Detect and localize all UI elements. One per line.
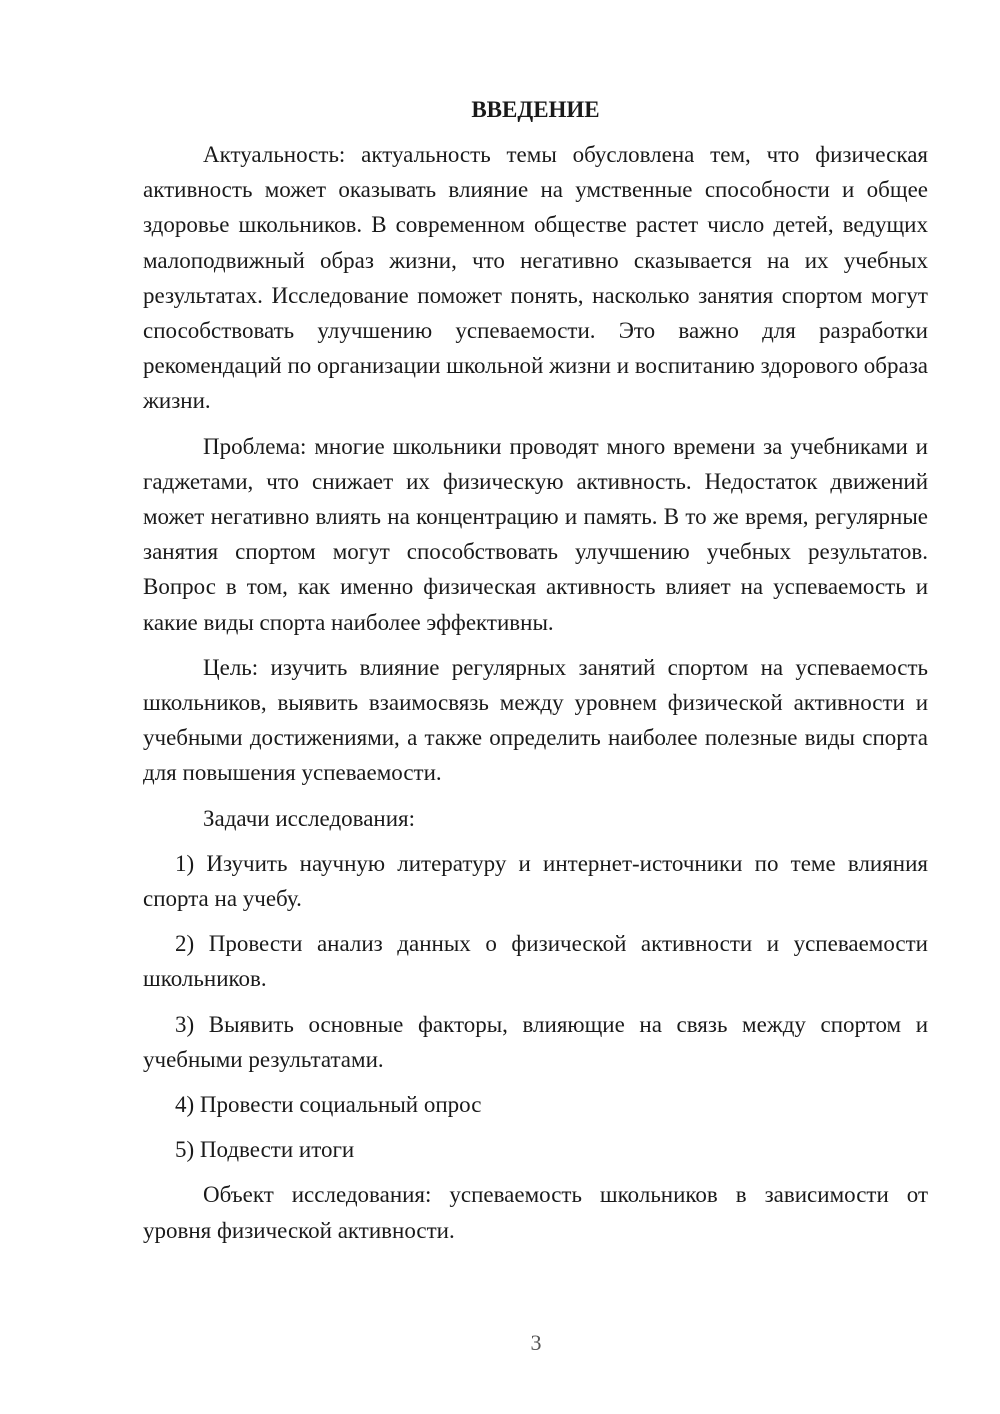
paragraph-problem: Проблема: многие школьники проводят много времени за учебниками и гаджетами, что снижает их физическую активность. Недостаток движений может негативно влиять на концентрацию и память. В то же время, регулярные занятия спортом могут способствовать улучшению учебных результатов. Вопрос в том, как именно физическая активность влияет на успеваемость и какие виды спорта наиболее эффективны. [143, 433, 928, 635]
paragraph-goal: Цель: изучить влияние регулярных занятий спортом на успеваемость школьников, выявить взаимосвязь между уровнем физической активности и учебными достижениями, а также определить наиболее полезные виды спорта для повышения успеваемости. [143, 654, 928, 786]
paragraph-object: Объект исследования: успеваемость школьников в зависимости от уровня физической активности. [143, 1182, 928, 1243]
task-item: 1) Изучить научную литературу и интернет-источники по теме влияния спорта на учебу. [143, 850, 928, 912]
task-item: 4) Провести социальный опрос [175, 1092, 482, 1118]
task-item: 5) Подвести итоги [175, 1137, 355, 1163]
page-number: 3 [530, 1330, 542, 1355]
tasks-heading: Задачи исследования: [203, 805, 416, 831]
task-item: 2) Провести анализ данных о физической активности и успеваемости школьников. [143, 931, 928, 992]
paragraph-relevance: Актуальность: актуальность темы обусловлена тем, что физическая активность может оказывать влияние на умственные способности и общее здоровье школьников. В современном обществе растет число детей, ведущих малоподвижный образ жизни, что негативно сказывается на их учебных результатах. Исследование поможет понять, насколько занятия спортом могут способствовать улучшению успеваемости. Это важно для разработки рекомендаций по организации школьной жизни и воспитанию здорового образа жизни. [143, 142, 928, 414]
section-title: ВВЕДЕНИЕ [471, 97, 600, 122]
document-page [143, 92, 928, 1258]
task-item: 3) Выявить основные факторы, влияющие на связь между спортом и учебными результатами. [143, 1011, 928, 1072]
